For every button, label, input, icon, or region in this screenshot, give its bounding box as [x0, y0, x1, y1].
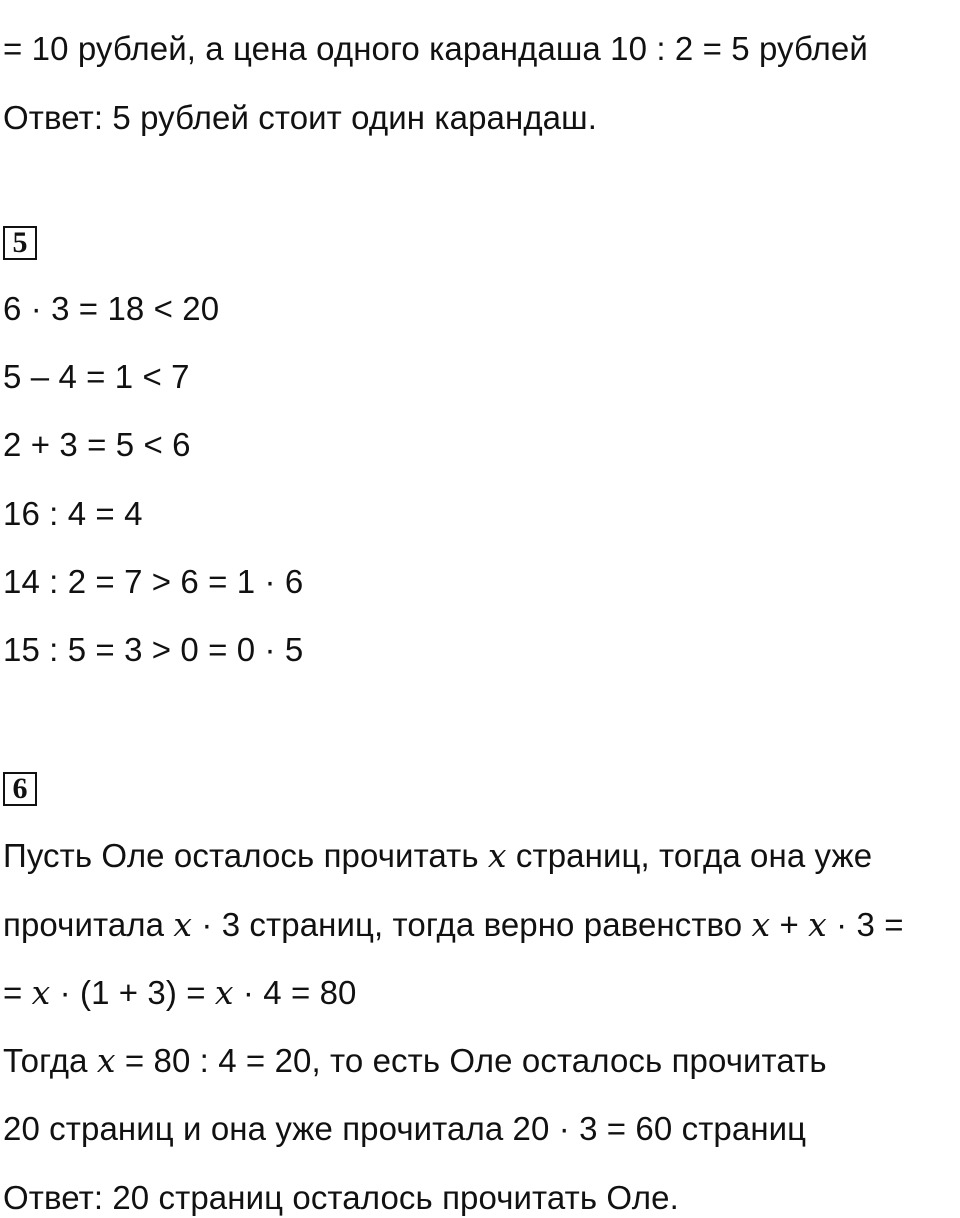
task-6-line-1 [3, 836, 872, 876]
task-5-line-5: 14 : 2 = 7 > 6 = 1 · 6 [3, 563, 304, 600]
variable-x: x [487, 836, 507, 875]
text-fragment: + [770, 906, 809, 943]
text-fragment: прочитала [3, 906, 174, 943]
text-fragment: Пусть Оле осталось прочитать [3, 837, 488, 874]
task-6-line-4 [3, 1041, 827, 1081]
variable-x: x [31, 973, 51, 1012]
variable-x: x [751, 905, 771, 944]
task-6-number-badge: 6 [3, 772, 37, 806]
text-fragment: · 4 = 80 [233, 974, 357, 1011]
text-fragment: · 3 страниц, тогда верно равенство [192, 906, 752, 943]
text-fragment: · (1 + 3) = [50, 974, 215, 1011]
task-6-answer-line: Ответ: 20 страниц осталось прочитать Оле. [3, 1179, 679, 1216]
text-fragment: · 3 = [826, 906, 904, 943]
variable-x: x [808, 905, 827, 944]
task-5-line-6: 15 : 5 = 3 > 0 = 0 · 5 [3, 631, 304, 668]
variable-x: x [214, 973, 234, 1012]
task-5-line-3: 2 + 3 = 5 < 6 [3, 426, 191, 463]
text-fragment: = 80 : 4 = 20, то есть Оле осталось прочитать [115, 1042, 827, 1079]
text-fragment: Тогда [3, 1042, 97, 1079]
intro-answer-line: Ответ: 5 рублей стоит один карандаш. [3, 99, 597, 136]
variable-x: x [96, 1041, 116, 1080]
text-fragment: страниц, тогда она уже [506, 837, 873, 874]
intro-line-1: = 10 рублей, а цена одного карандаша 10 : 2 = 5 рублей [3, 30, 868, 67]
task-5-line-1: 6 · 3 = 18 < 20 [3, 290, 220, 327]
task-6-line-5: 20 страниц и она уже прочитала 20 · 3 = 60 страниц [3, 1110, 807, 1147]
task-6-line-2 [3, 905, 904, 945]
task-5-line-4: 16 : 4 = 4 [3, 495, 143, 532]
text-fragment: = [3, 974, 32, 1011]
variable-x: x [173, 905, 193, 944]
task-5-number-badge: 5 [3, 226, 37, 260]
task-5-line-2: 5 – 4 = 1 < 7 [3, 358, 190, 395]
task-6-line-3 [3, 973, 357, 1013]
